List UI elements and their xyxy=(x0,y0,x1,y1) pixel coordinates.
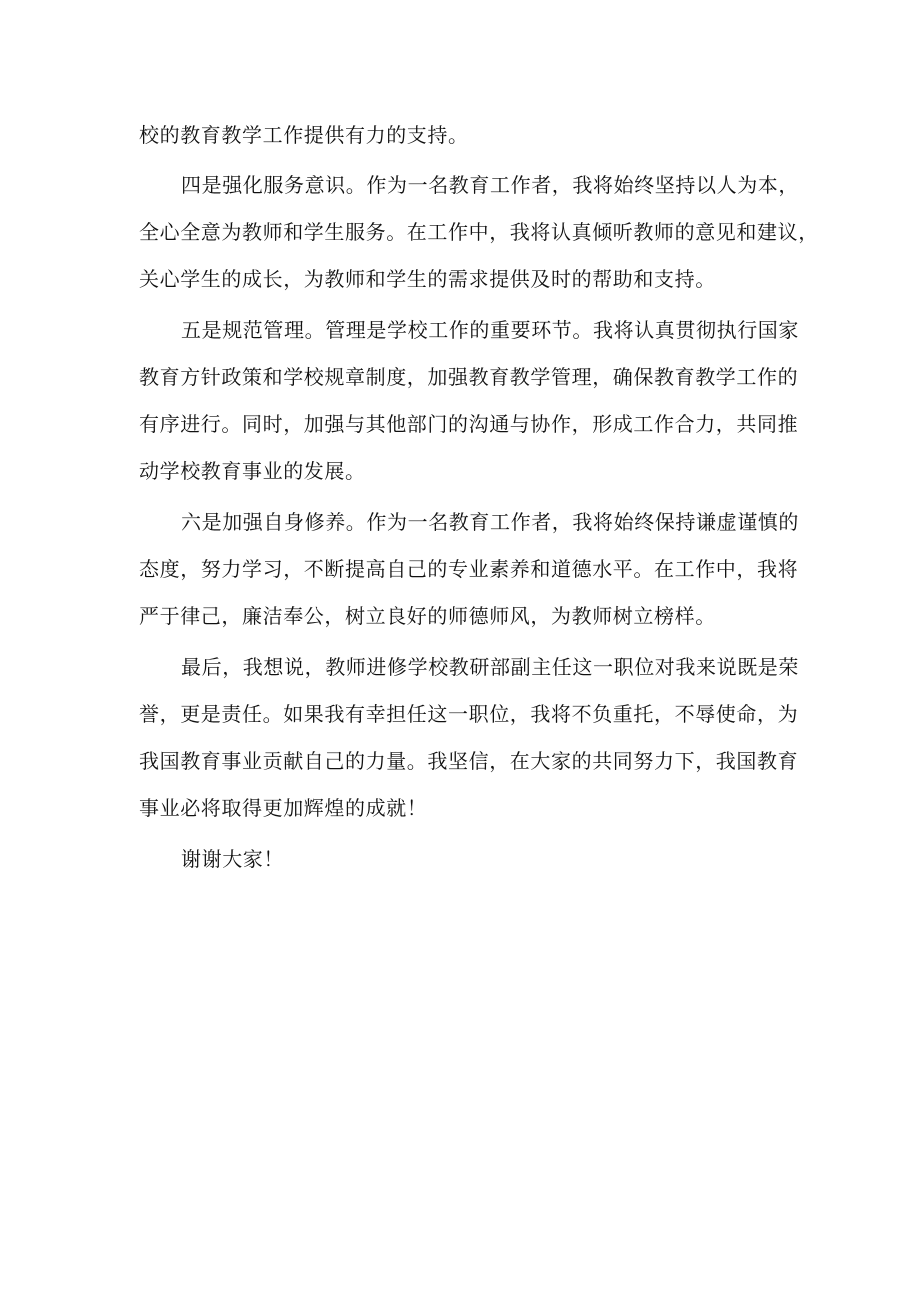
text-line: 誉，更是责任。如果我有幸担任这一职位，我将不负重托，不辱使命，为 xyxy=(139,702,799,726)
text-line: 有序进行。同时，加强与其他部门的沟通与协作，形成工作合力，共同推 xyxy=(139,412,799,436)
text-line: 关心学生的成长，为教师和学生的需求提供及时的帮助和支持。 xyxy=(139,267,716,291)
text-line: 动学校教育事业的发展。 xyxy=(139,459,366,483)
text-line: 态度，努力学习，不断提高自己的专业素养和道德水平。在工作中，我将 xyxy=(139,557,799,581)
text-line: 校的教育教学工作提供有力的支持。 xyxy=(139,123,469,147)
text-line: 全心全意为教师和学生服务。在工作中，我将认真倾听教师的意见和建议， xyxy=(139,220,819,244)
closing-paragraph-line: 最后，我想说，教师进修学校教研部副主任这一职位对我来说既是荣 xyxy=(181,655,799,679)
paragraph-4-line: 四是强化服务意识。作为一名教育工作者，我将始终坚持以人为本， xyxy=(181,173,799,197)
paragraph-6-line: 六是加强自身修养。作为一名教育工作者，我将始终保持谦虚谨慎的 xyxy=(181,510,799,534)
paragraph-5-line: 五是规范管理。管理是学校工作的重要环节。我将认真贯彻执行国家 xyxy=(181,318,799,342)
text-line: 事业必将取得更加辉煌的成就！ xyxy=(139,796,428,820)
text-line: 严于律己，廉洁奉公，树立良好的师德师风，为教师树立榜样。 xyxy=(139,604,716,628)
text-line: 教育方针政策和学校规章制度，加强教育教学管理，确保教育教学工作的 xyxy=(139,365,799,389)
thanks-line: 谢谢大家！ xyxy=(181,847,284,871)
text-line: 我国教育事业贡献自己的力量。我坚信，在大家的共同努力下，我国教育 xyxy=(139,749,799,773)
